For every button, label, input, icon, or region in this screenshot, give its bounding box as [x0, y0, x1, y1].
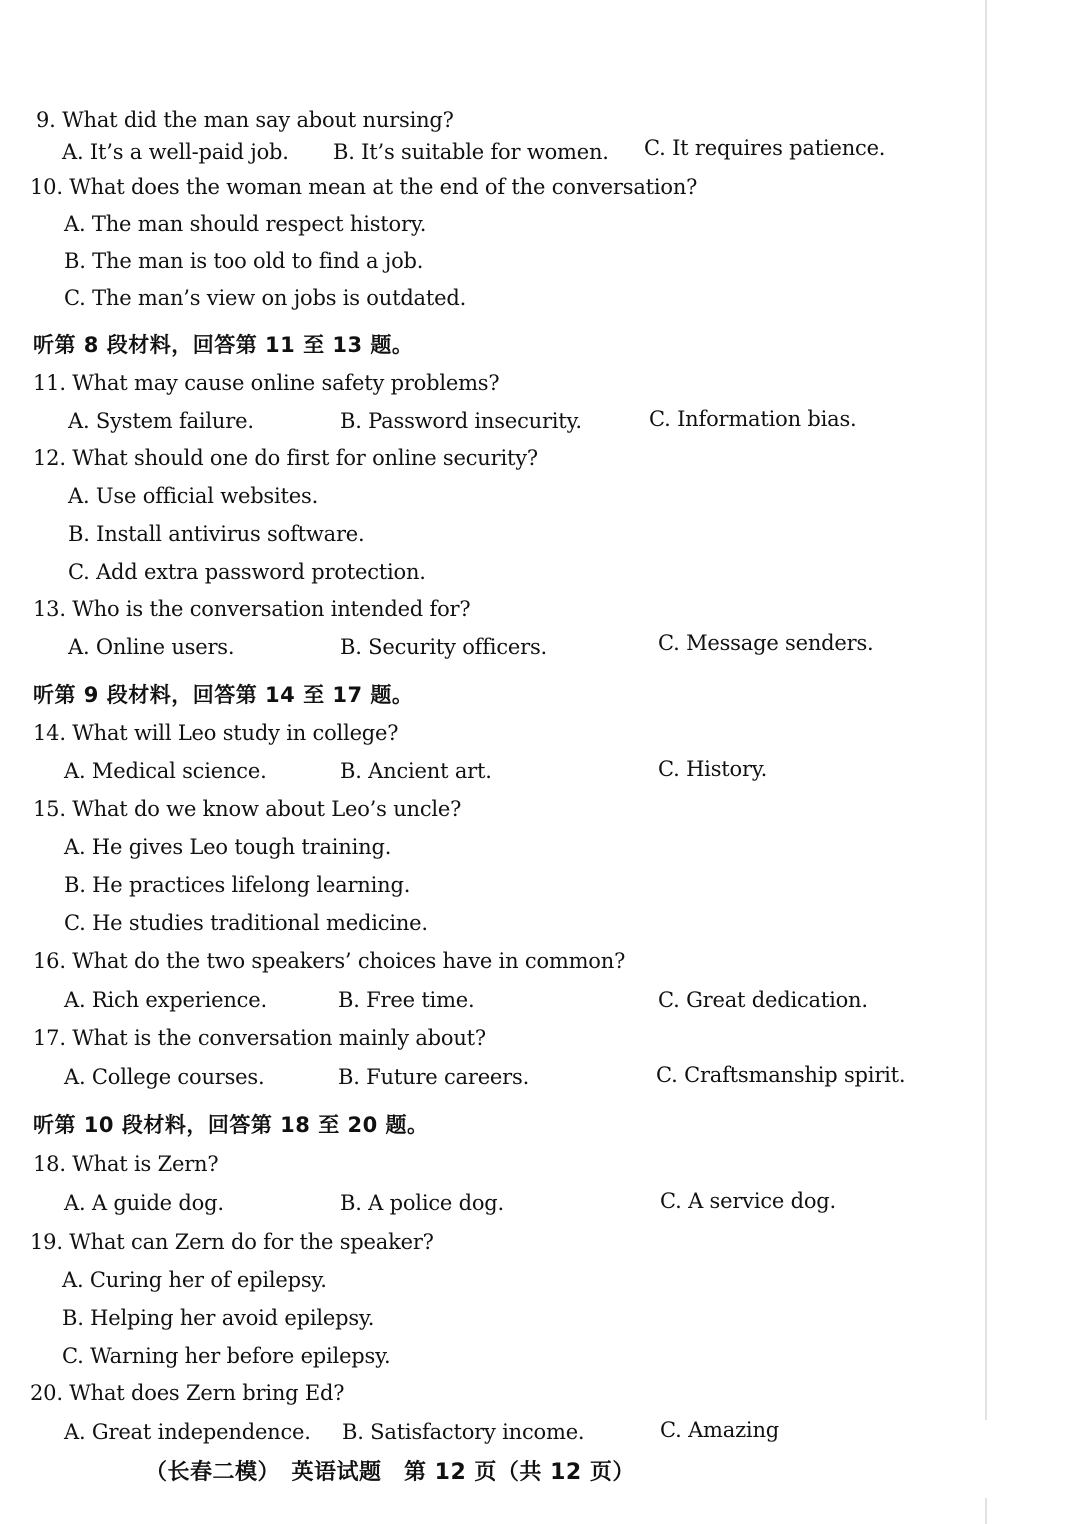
- question-19: 19. What can Zern do for the speaker?: [30, 1230, 434, 1254]
- page-edge-line: [985, 1498, 987, 1524]
- question-20: 20. What does Zern bring Ed?: [30, 1381, 345, 1405]
- question-16: 16. What do the two speakers’ choices have in common?: [33, 949, 626, 973]
- option-12b: B. Install antivirus software.: [68, 522, 365, 546]
- option-20c: C. Amazing: [660, 1418, 780, 1442]
- question-12: 12. What should one do first for online security?: [33, 446, 538, 470]
- option-15a: A. He gives Leo tough training.: [64, 835, 392, 859]
- option-17a: A. College courses.: [64, 1065, 265, 1089]
- option-18a: A. A guide dog.: [64, 1191, 224, 1215]
- section-heading-10: 听第 10 段材料，回答第 18 至 20 题。: [33, 1113, 429, 1137]
- option-16c: C. Great dedication.: [658, 988, 868, 1012]
- question-17: 17. What is the conversation mainly about?: [33, 1026, 486, 1050]
- page-footer: （长春二模） 英语试题 第 12 页（共 12 页）: [145, 1460, 635, 1485]
- option-16a: A. Rich experience.: [64, 988, 267, 1012]
- question-10: 10. What does the woman mean at the end of the conversation?: [30, 175, 698, 199]
- option-15b: B. He practices lifelong learning.: [64, 873, 411, 897]
- option-9a: A. It’s a well-paid job.: [62, 140, 289, 164]
- option-19b: B. Helping her avoid epilepsy.: [62, 1306, 375, 1330]
- option-18c: C. A service dog.: [660, 1189, 837, 1213]
- option-18b: B. A police dog.: [340, 1191, 505, 1215]
- option-19c: C. Warning her before epilepsy.: [62, 1344, 391, 1368]
- section-heading-8: 听第 8 段材料，回答第 11 至 13 题。: [33, 333, 414, 357]
- option-12a: A. Use official websites.: [68, 484, 319, 508]
- question-18: 18. What is Zern?: [33, 1152, 219, 1176]
- option-20a: A. Great independence.: [64, 1420, 311, 1444]
- option-14b: B. Ancient art.: [340, 759, 492, 783]
- option-17c: C. Craftsmanship spirit.: [656, 1063, 906, 1087]
- option-10a: A. The man should respect history.: [64, 212, 427, 236]
- option-10c: C. The man’s view on jobs is outdated.: [64, 286, 467, 310]
- question-15: 15. What do we know about Leo’s uncle?: [33, 797, 462, 821]
- option-9c: C. It requires patience.: [644, 136, 886, 160]
- option-11b: B. Password insecurity.: [340, 409, 582, 433]
- option-12c: C. Add extra password protection.: [68, 560, 426, 584]
- option-16b: B. Free time.: [338, 988, 475, 1012]
- option-17b: B. Future careers.: [338, 1065, 530, 1089]
- option-10b: B. The man is too old to find a job.: [64, 249, 424, 273]
- section-heading-9: 听第 9 段材料，回答第 14 至 17 题。: [33, 683, 414, 707]
- option-14a: A. Medical science.: [64, 759, 267, 783]
- option-9b: B. It’s suitable for women.: [333, 140, 609, 164]
- option-13b: B. Security officers.: [340, 635, 547, 659]
- option-15c: C. He studies traditional medicine.: [64, 911, 428, 935]
- option-20b: B. Satisfactory income.: [342, 1420, 585, 1444]
- option-11a: A. System failure.: [68, 409, 254, 433]
- question-9: 9. What did the man say about nursing?: [36, 108, 454, 132]
- question-13: 13. Who is the conversation intended for?: [33, 597, 471, 621]
- question-14: 14. What will Leo study in college?: [33, 721, 399, 745]
- page-edge-line: [985, 0, 987, 1420]
- option-19a: A. Curing her of epilepsy.: [62, 1268, 327, 1292]
- option-13c: C. Message senders.: [658, 631, 874, 655]
- question-11: 11. What may cause online safety problems?: [33, 371, 500, 395]
- option-14c: C. History.: [658, 757, 768, 781]
- option-11c: C. Information bias.: [649, 407, 857, 431]
- option-13a: A. Online users.: [68, 635, 235, 659]
